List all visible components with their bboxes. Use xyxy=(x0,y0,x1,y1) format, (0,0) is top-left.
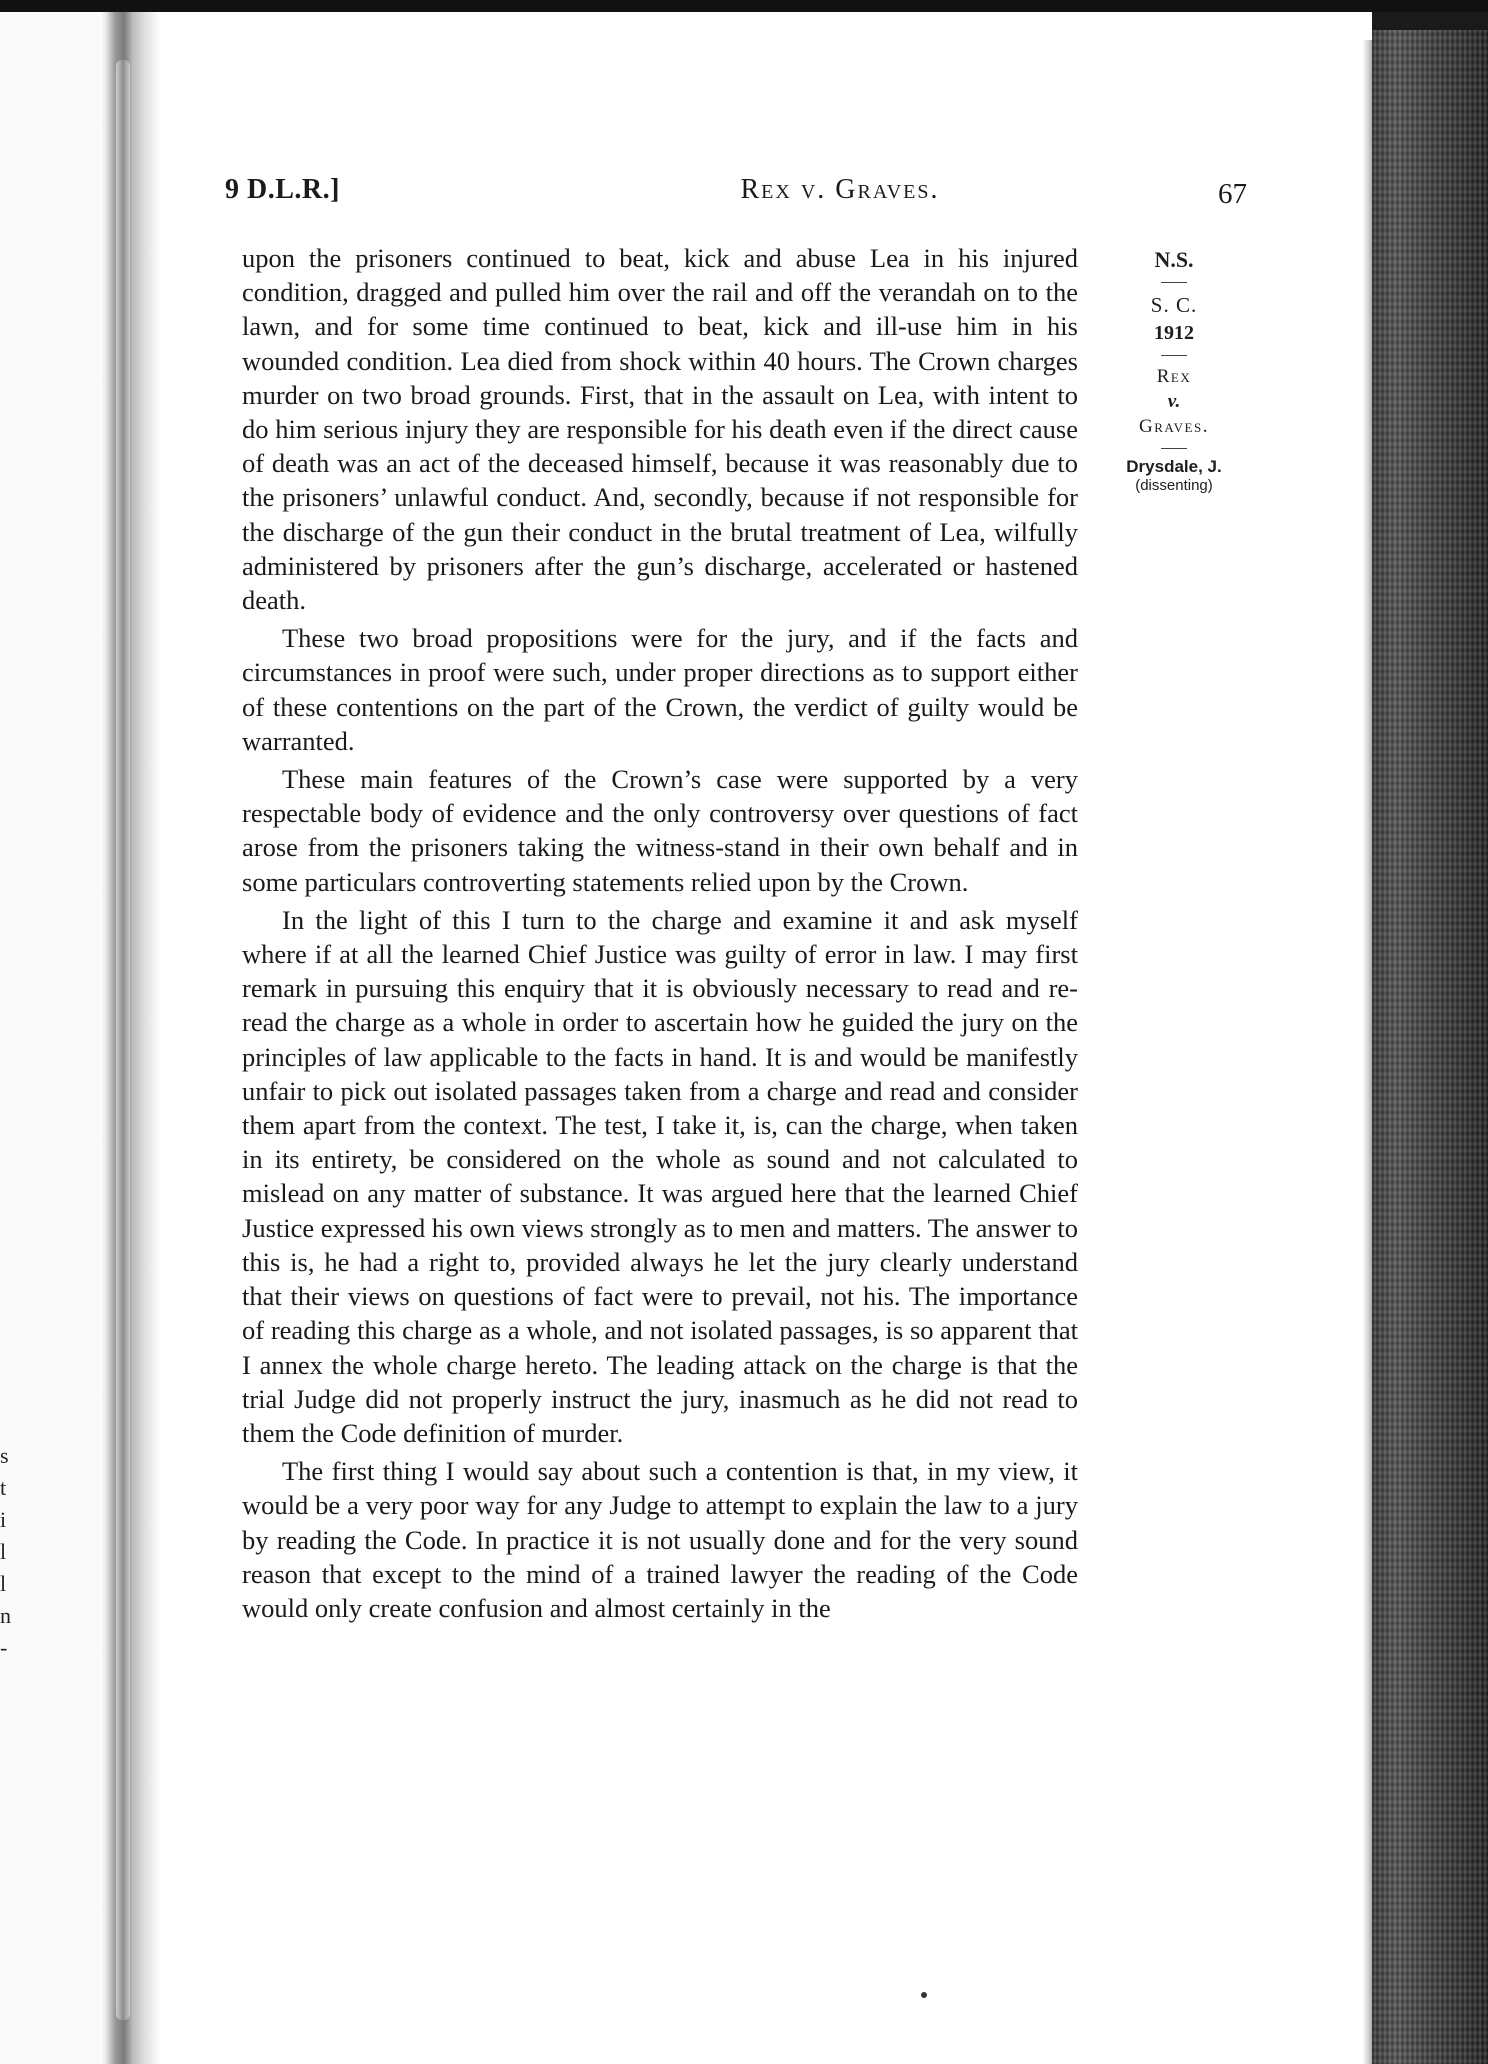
page-number: 67 xyxy=(1218,178,1247,210)
paragraph: These two broad propositions were for the jury, and if the facts and circumstances in proof were such, under proper directions as to support either of these contentions on the part of the Crown, the verdict of guilty would be warranted. xyxy=(242,623,1078,756)
scan-top-border xyxy=(0,0,1488,12)
facing-page-edge xyxy=(0,12,100,2064)
margin-rule xyxy=(1161,355,1187,356)
body-text xyxy=(242,241,1078,1625)
facing-page-fragment: s xyxy=(0,1443,9,1468)
book-gutter xyxy=(100,12,160,2064)
scan-speck xyxy=(921,1992,927,1998)
facing-page-text-fragments xyxy=(0,1440,20,1664)
paragraph: These main features of the Crown’s case were supported by a very respectable body of evidence and the only controversy over questions of fact arose from the prisoners taking the witness-stand in their own behalf and in some particulars controverting statements relied upon by the Crown. xyxy=(242,764,1078,897)
running-head-title-wrap xyxy=(0,174,1488,206)
margin-case-name-1: Rex xyxy=(1156,366,1192,387)
paragraph: upon the prisoners continued to beat, kick and abuse Lea in his injured condition, dragged and pulled him over the rail and off the verandah on to the lawn, and for some time continued to beat, kick and ill-use him in his wounded condition. Lea died from shock within 40 hours. The Crown charges murder on two broad grounds. First, that in the assault on Lea, with intent to do him serious injury they are responsible for his death even if the direct cause of death was an act of the deceased himself, because it was reasonably due to the prisoners’ unlawful conduct. And, secondly, because if not responsible for the discharge of the gun their conduct in the brutal treatment of Lea, wilfully administered by prisoners after the gun’s discharge, accelerated or hastened death. xyxy=(242,243,1078,616)
margin-jurisdiction: N.S. xyxy=(1154,247,1194,272)
paragraph: The first thing I would say about such a contention is that, in my view, it would be a very poor way for any Judge to attempt to explain the law to a jury by reading the Code. In practice it is not usually done and for the very sound reason that except to the mind of a trained lawyer the reading of the Code would only create confusion and almost certainly in the xyxy=(242,1456,1078,1623)
margin-note xyxy=(1105,246,1243,495)
margin-case-name-3: Graves. xyxy=(1139,416,1209,437)
margin-judge: Drysdale, J. xyxy=(1126,457,1222,476)
facing-page-fragment: l xyxy=(0,1571,7,1596)
margin-year: 1912 xyxy=(1154,322,1194,344)
margin-judge-note: (dissenting) xyxy=(1135,477,1213,494)
margin-rule xyxy=(1161,448,1187,449)
margin-case-name-2: v. xyxy=(1167,391,1181,412)
running-head-volume: 9 D.L.R.] xyxy=(225,174,340,205)
running-head-title: Rex v. Graves. xyxy=(740,174,940,205)
facing-page-fragment: n xyxy=(0,1603,11,1628)
margin-court: S. C. xyxy=(1150,293,1198,317)
paragraph: In the light of this I turn to the charge and examine it and ask myself where if at all the learned Chief Justice was guilty of error in law. I may first remark in pursuing this enquiry that it is obviously necessary to read and re-read the charge as a whole in order to ascertain how he guided the jury on the principles of law applicable to the facts in hand. It is and would be manifestly unfair to pick out isolated passages taken from a charge and read and consider them apart from the context. The test, I take it, is, can the charge, when taken in its entirety, be considered on the whole as sound and not calculated to mislead on any matter of substance. It was argued here that the learned Chief Justice expressed his own views strongly as to men and matters. The answer to this is, he had a right to, provided always he let the jury clearly understand that their views on questions of fact were to prevail, not his. The importance of reading this charge as a whole, and not isolated passages, is so apparent that I annex the whole charge hereto. The leading attack on the charge is that the trial Judge did not properly instruct the jury, inasmuch as he did not read to them the Code definition of murder. xyxy=(242,904,1078,1448)
facing-page-fragment: - xyxy=(0,1635,8,1660)
facing-page-fragment: t xyxy=(0,1475,7,1500)
facing-page-fragment: l xyxy=(0,1539,7,1564)
gutter-fold xyxy=(116,60,130,2020)
facing-page-fragment: i xyxy=(0,1507,7,1532)
book-page-edges xyxy=(1372,30,1488,2064)
margin-rule xyxy=(1161,282,1187,283)
